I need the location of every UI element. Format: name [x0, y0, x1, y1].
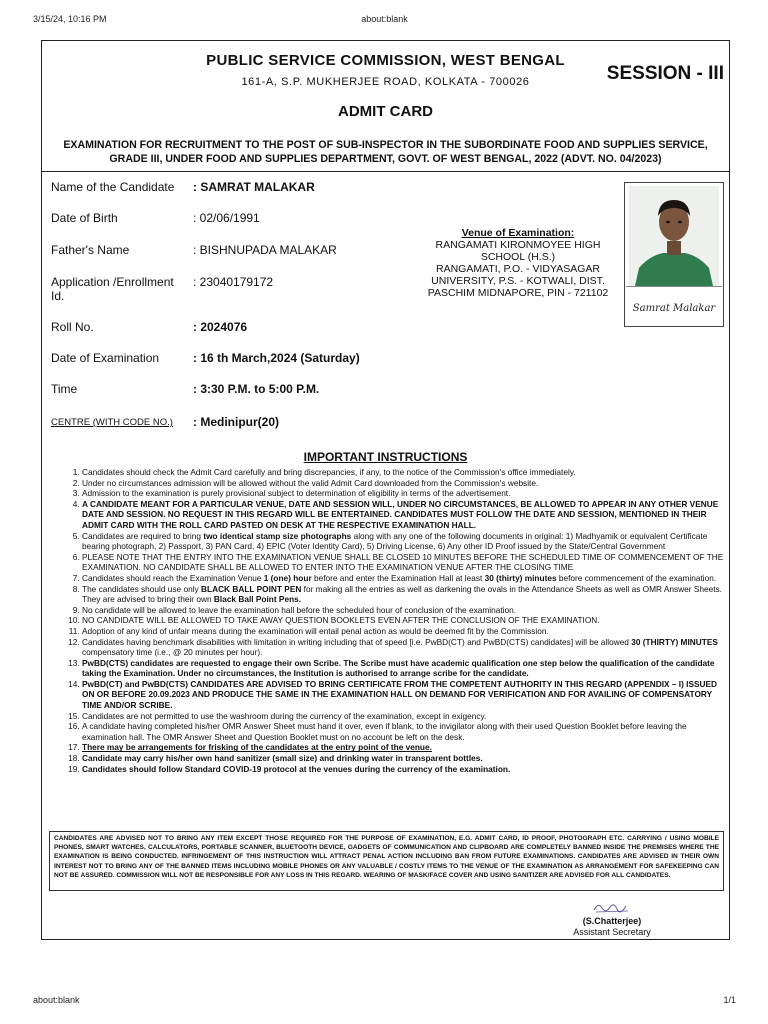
candidate-signature-box [626, 286, 722, 325]
instruction-item [82, 478, 724, 489]
venue-line: PASCHIM MIDNAPORE, PIN - 721102 [427, 287, 609, 299]
instruction-text: along with any one of the following documents in original: 1) Madhyamik or equivalent Certificate bearing photograph, 2) Passport, 3) PAN Card, 4) EPIC (Voter Identity Card), 5) Driving License, 6) Any other ID Proof issued by the State/Central Government [82, 530, 708, 552]
time-label: Time [51, 382, 78, 396]
instructions-list [56, 467, 724, 774]
name-value: : SAMRAT MALAKAR [193, 180, 315, 194]
instruction-text: 1 (one) hour [263, 572, 312, 583]
instruction-text: BLACK BALL POINT PEN [201, 583, 302, 594]
venue-line: RANGAMATI, P.O. - VIDYASAGAR [436, 263, 600, 275]
instruction-text: for making all the entries as well as darkening the ovals in the Attendance Sheets as well as OMR Answer Sheets. They are advised to bring their own [82, 583, 722, 605]
instruction-text: A CANDIDATE MEANT FOR A PARTICULAR VENUE, DATE AND SESSION WILL, UNDER NO CIRCUMSTANCES, BE ALLOWED TO APPEAR IN ANY OTHER VENUE DATE AND SESSION. NO REQUEST IN THIS REGARD WILL BE ENTERTAINED. CANDIDATES MUST FOLLOW THE DATE AND SESSION, MENTIONED IN THEIR ADMIT CARD WITH THE ROLL CARD PASTED ON DESK AT THE RESPECTIVE EXAMINATION HALL. [82, 498, 719, 530]
doc-title: ADMIT CARD [338, 103, 433, 120]
venue-line: SCHOOL (H.S.) [480, 251, 556, 263]
instruction-text: Black Ball Point Pens. [213, 594, 302, 605]
instruction-text: No candidate will be allowed to leave the examination hall before the scheduled hour of conclusion of the examination. [82, 604, 517, 615]
org-name: PUBLIC SERVICE COMMISSION, WEST BENGAL [206, 52, 565, 69]
instruction-text: PwBD(CTS) candidates are requested to engage their own Scribe. The Scribe must have academic qualification one step below the qualification of the candidate taking the Examination. Under no circumstances, the Institution is authorised to arrange scribe for the candidate. [82, 657, 715, 679]
instruction-text: The candidates should use only [82, 583, 202, 594]
instruction-text: PwBD(CT) and PwBD(CTS) CANDIDATES ARE ADVISED TO BRING CERTIFICATE FROM THE COMPETENT AUTHORITY IN THIS REGARD (APPENDIX – I) ISSUED ON OR BEFORE 20.09.2023 AND PRODUCE THE SAME IN THE EXAMINATION HALL ON DEMAND FOR VERIFICATION AND FOR AVAILING OF COMPENSATORY TIME AND/OR SCRIBE. [82, 678, 718, 711]
father-label: Father's Name [51, 243, 130, 257]
time-value: : 3:30 P.M. to 5:00 P.M. [193, 382, 320, 396]
instruction-text: Candidate may carry his/her own hand sanitizer (small size) and drinking water in transparent bottles. [82, 753, 483, 764]
roll-value: : 2024076 [193, 320, 248, 334]
instruction-item [82, 711, 724, 722]
instruction-item [82, 679, 724, 711]
instructions-title: IMPORTANT INSTRUCTIONS [303, 450, 468, 464]
centre-label: CENTRE (WITH CODE NO.) [51, 417, 173, 428]
application-label: Application /Enrollment Id. [51, 275, 174, 303]
instruction-item [82, 584, 724, 605]
instruction-item [82, 531, 724, 552]
candidate-signature [626, 287, 722, 325]
instruction-item [82, 488, 724, 499]
instruction-item [82, 499, 724, 531]
org-address: 161-A, S.P. MUKHERJEE ROAD, KOLKATA - 700026 [241, 76, 530, 88]
print-datetime: 3/15/24, 10:16 PM [33, 14, 107, 24]
print-page-title: about:blank [361, 14, 408, 24]
header-divider [42, 171, 729, 172]
instruction-item [82, 721, 724, 742]
name-label: Name of the Candidate [51, 180, 175, 194]
instruction-text: There may be arrangements for frisking of the candidates at the entry point of the venue. [82, 742, 432, 753]
instruction-text: Candidates should follow Standard COVID-19 protocol at the venues during the currency of the examination. [82, 763, 511, 774]
official-signature [590, 898, 632, 916]
instruction-text: before commencement of the examination. [556, 572, 717, 583]
print-page-number: 1/1 [723, 995, 736, 1005]
venue-block [414, 227, 622, 299]
instruction-text: Admission to the examination is purely provisional subject to determination of eligibility in terms of the advertisement. [82, 488, 511, 499]
browser-print-header [33, 14, 736, 28]
venue-line: RANGAMATI KIRONMOYEE HIGH [435, 239, 601, 251]
session-label: SESSION - III [606, 63, 724, 84]
instruction-item [82, 764, 724, 775]
signatory-name: (S.Chatterjee) [582, 916, 642, 926]
instruction-text: two identical stamp size photographs [203, 530, 352, 541]
application-value: : 23040179172 [193, 275, 274, 289]
instruction-text: 30 (THIRTY) MINUTES [631, 636, 718, 647]
instruction-text: Candidates are not permitted to use the washroom during the currency of the examination, except in exigency. [82, 710, 487, 721]
instruction-item [82, 742, 724, 753]
print-footer-url: about:blank [33, 995, 80, 1005]
signature-text: Samrat Malakar [632, 303, 716, 314]
instruction-text: before and enter the Examination Hall at least [311, 572, 485, 583]
instruction-text: PLEASE NOTE THAT THE ENTRY INTO THE EXAMINATION VENUE SHALL BE CLOSED 10 MINUTES BEFORE THE SCHEDULED TIME OF COMMENCEMENT OF THE EXAMINATION. NO CANDIDATE SHALL BE ALLOWED TO ENTER INTO THE EXAMINATION VENUE AFTER THE CLOSING TIME [82, 551, 724, 573]
instruction-text: Candidates are required to bring [82, 530, 204, 541]
instruction-text: Candidates should reach the Examination Venue [82, 572, 264, 583]
instruction-text: A candidate having completed his/her OMR Answer Sheet must hand it over, even if blank, to the invigilator along with their used Question Booklet before leaving the examination hall. The OMR Answer Sheet and Question Booklet must on no account be left on the desk. [82, 721, 687, 742]
instruction-text: Under no circumstances admission will be allowed without the valid Admit Card downloaded from the Commission's website. [82, 477, 539, 488]
instruction-item [82, 658, 724, 679]
warning-box: CANDIDATES ARE ADVISED NOT TO BRING ANY ITEM EXCEPT THOSE REQUIRED FOR THE PURPOSE OF EXAMINATION, E.G. ADMIT CARD, ID PROOF, PHOTOGRAPH ETC. CARRYING / USING MOBILE PHONES, SMART WATCHES, CALCULATORS, PORTABLE SCANNER, BLUETOOTH DEVICE, GADGETS OF COMMUNICATION AND CLIPBOARD ARE COMPLETELY BANNED INSIDE THE PREMISES WHERE THE EXAMINATION IS BEING CONDUCTED. INFRINGEMENT OF THIS INSTRUCTION WILL ATTRACT PENAL ACTION INCLUDING BAN FROM FUTURE EXAMINATIONS. CANDIDATES ARE ADVISED IN THEIR OWN INTEREST NOT TO BRING ANY OF THE BANNED ITEMS INCLUDING MOBILE PHONES OR ANY VALUABLE / COSTLY ITEMS TO THE VENUE OF THE EXAMINATION AS ARRANGEMENT FOR SAFEKEEPING CAN NOT BE ASSURED. COMMISSION WILL NOT BE RESPONSIBLE FOR ANY LOSS IN THIS REGARD. WEARING OF MASK/FACE COVER AND USING SANITIZER ARE ADVISED FOR ALL CANDIDATES. [49, 831, 724, 891]
instruction-text: compensatory time (i.e., @ 20 minutes per hour). [82, 647, 263, 658]
father-value: : BISHNUPADA MALAKAR [193, 243, 337, 257]
roll-label: Roll No. [51, 320, 94, 334]
exam-date-label: Date of Examination [51, 351, 160, 365]
candidate-photo [629, 186, 719, 286]
instruction-item [82, 467, 724, 478]
instruction-item [82, 615, 724, 626]
instruction-item [82, 552, 724, 573]
dob-value: : 02/06/1991 [193, 211, 260, 225]
signatory-title: Assistant Secretary [573, 927, 651, 937]
exam-date-value: : 16 th March,2024 (Saturday) [193, 351, 360, 365]
photo-box [624, 182, 724, 327]
centre-value: : Medinipur(20) [193, 415, 279, 429]
instruction-text: Adoption of any kind of unfair means during the examination will entail penal action as would be deemed fit by the Commission. [82, 625, 549, 636]
admit-card [41, 40, 730, 940]
exam-title: EXAMINATION FOR RECRUITMENT TO THE POST OF SUB-INSPECTOR IN THE SUBORDINATE FOOD AND SUPPLIES SERVICE, GRADE III, UNDER FOOD AND SUPPLIES DEPARTMENT, GOVT. OF WEST BENGAL, 2022 (ADVT. NO. 04/2023) [63, 139, 708, 165]
instruction-text: 30 (thirty) minutes [484, 572, 557, 583]
instruction-item [82, 753, 724, 764]
instruction-text: NO CANDIDATE WILL BE ALLOWED TO TAKE AWAY QUESTION BOOKLETS EVEN AFTER THE CONCLUSION OF THE EXAMINATION. [82, 615, 600, 626]
instruction-item [82, 626, 724, 637]
dob-label: Date of Birth [51, 211, 118, 225]
instruction-item [82, 605, 724, 616]
venue-line: UNIVERSITY, P.S. - KOTWALI, DIST. [431, 275, 605, 287]
instruction-item [82, 573, 724, 584]
venue-heading: Venue of Examination: [461, 227, 575, 239]
instruction-text: Candidates should check the Admit Card carefully and bring discrepancies, if any, to the notice of the Commission's office immediately. [82, 467, 576, 477]
instruction-item [82, 637, 724, 658]
browser-print-footer [33, 995, 736, 1009]
instruction-text: Candidates having benchmark disabilities with limitation in writing including that of speed [i.e. PwBD(CT) and PwBD(CTS) candidates] will be allowed [82, 636, 632, 647]
